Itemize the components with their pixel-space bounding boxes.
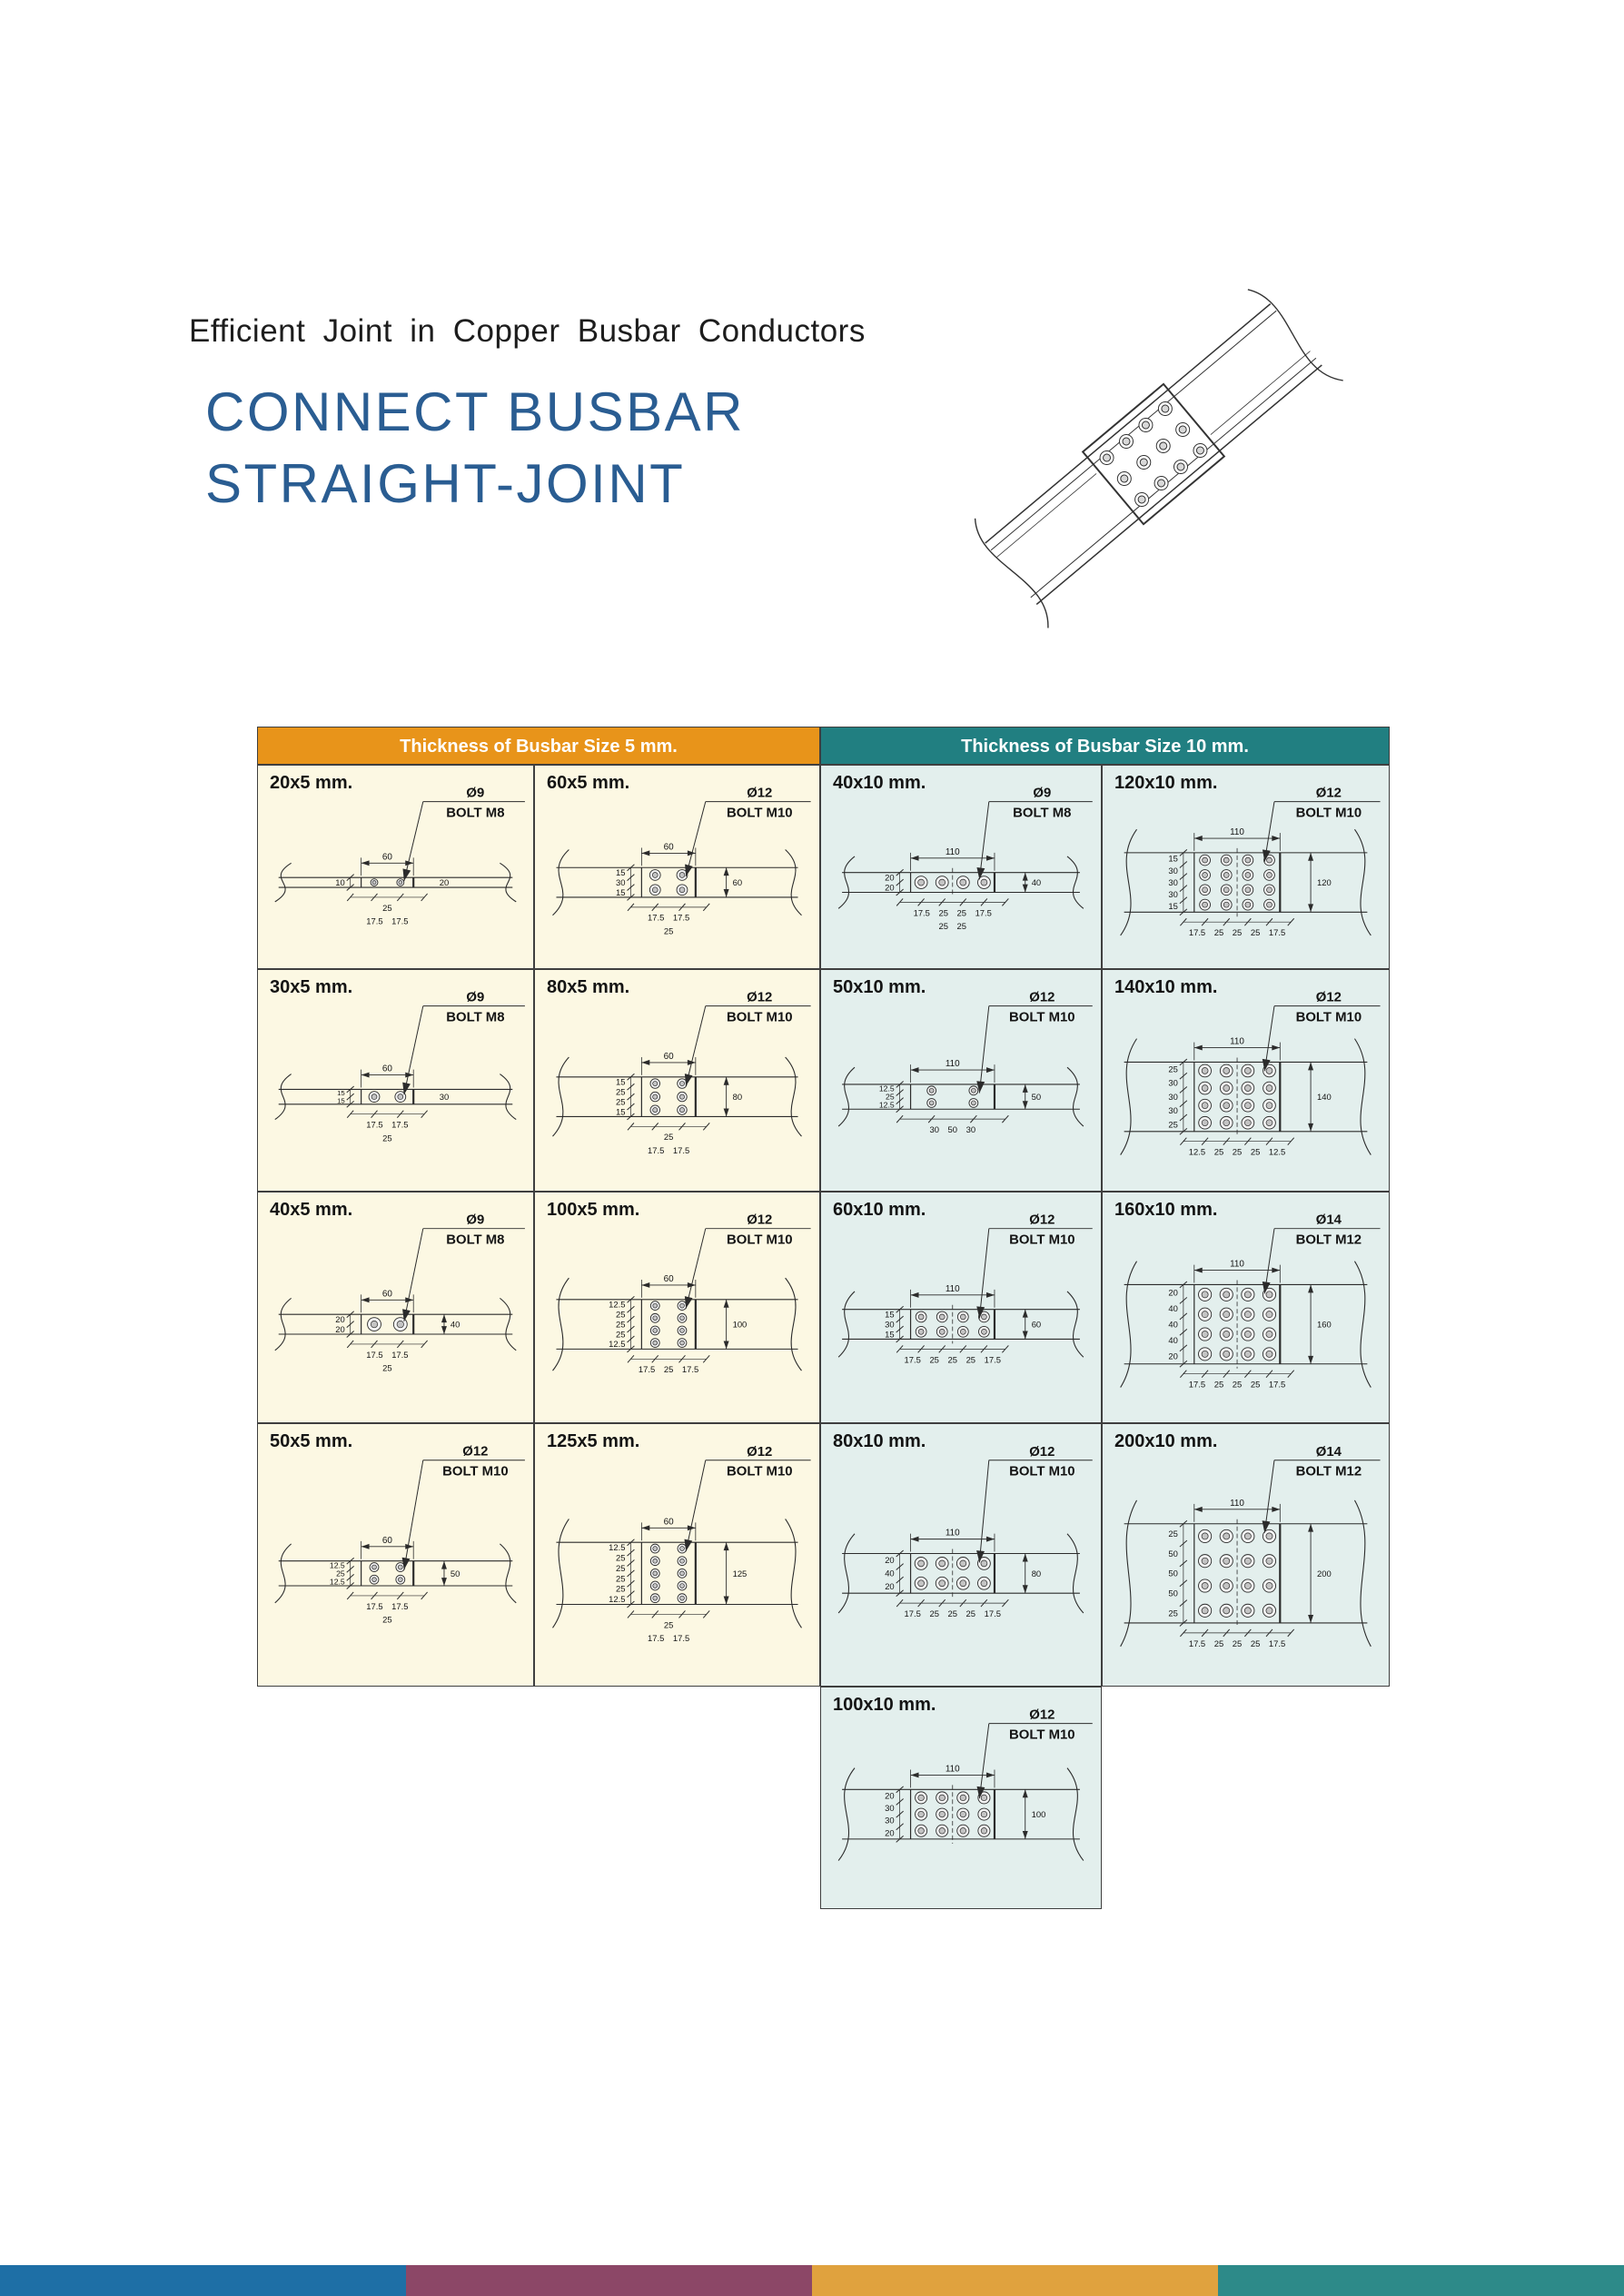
svg-text:15: 15 xyxy=(616,867,626,877)
svg-text:20: 20 xyxy=(885,1581,895,1592)
svg-text:30: 30 xyxy=(1168,865,1178,876)
svg-text:15: 15 xyxy=(337,1089,345,1098)
svg-text:17.5 17.5: 17.5 17.5 xyxy=(366,1349,409,1360)
svg-text:17.5 17.5: 17.5 17.5 xyxy=(647,912,690,923)
svg-text:BOLT M8: BOLT M8 xyxy=(446,806,505,821)
page-title xyxy=(205,376,745,520)
empty-cell xyxy=(534,1687,820,1909)
svg-text:BOLT M10: BOLT M10 xyxy=(726,806,793,821)
svg-text:17.5 17.5: 17.5 17.5 xyxy=(647,1145,690,1156)
svg-text:200: 200 xyxy=(1317,1568,1332,1578)
svg-text:140: 140 xyxy=(1317,1092,1332,1103)
svg-text:20: 20 xyxy=(885,882,895,893)
busbar-cell-50x5 xyxy=(257,1423,534,1687)
svg-text:15: 15 xyxy=(616,886,626,897)
bolt-heads xyxy=(1097,399,1210,509)
svg-text:40: 40 xyxy=(450,1319,460,1330)
svg-text:Ø12: Ø12 xyxy=(462,1444,489,1460)
svg-text:20: 20 xyxy=(885,1790,895,1801)
table-header-row xyxy=(257,727,1390,765)
svg-text:12.5: 12.5 xyxy=(609,1299,626,1310)
svg-text:60: 60 xyxy=(663,1517,674,1528)
svg-text:25: 25 xyxy=(382,1362,392,1373)
svg-text:50: 50 xyxy=(1031,1092,1042,1103)
busbar-joint-illustration xyxy=(936,268,1371,640)
svg-text:25: 25 xyxy=(382,1614,392,1625)
joint-drawing xyxy=(258,1424,533,1686)
svg-text:25: 25 xyxy=(1168,1064,1178,1074)
svg-text:25: 25 xyxy=(663,1132,674,1143)
svg-text:20: 20 xyxy=(439,877,450,888)
svg-text:25: 25 xyxy=(382,902,392,913)
svg-text:20: 20 xyxy=(885,872,895,883)
svg-text:Ø12: Ø12 xyxy=(747,1212,773,1228)
svg-text:Ø9: Ø9 xyxy=(466,786,485,801)
busbar-cell-40x5 xyxy=(257,1192,534,1423)
svg-text:25: 25 xyxy=(616,1552,626,1563)
busbar-cell-200x10 xyxy=(1102,1423,1390,1687)
busbar-cell-120x10 xyxy=(1102,765,1390,969)
svg-text:20: 20 xyxy=(335,1323,345,1334)
joint-drawing xyxy=(1103,1424,1389,1686)
svg-text:Ø9: Ø9 xyxy=(466,1212,485,1228)
svg-text:Ø14: Ø14 xyxy=(1315,1444,1342,1460)
svg-text:110: 110 xyxy=(1230,1498,1244,1509)
svg-text:30: 30 xyxy=(1168,876,1178,887)
svg-text:15: 15 xyxy=(615,1076,626,1087)
svg-text:12.5: 12.5 xyxy=(878,1100,895,1110)
svg-text:60: 60 xyxy=(381,1289,392,1300)
svg-text:110: 110 xyxy=(1230,827,1244,838)
header-10mm: Thickness of Busbar Size 10 mm. xyxy=(820,727,1390,765)
svg-text:BOLT M10: BOLT M10 xyxy=(1009,1464,1075,1480)
svg-text:BOLT M10: BOLT M10 xyxy=(1295,806,1362,821)
busbar-cell-60x5 xyxy=(534,765,820,969)
svg-text:20: 20 xyxy=(885,1827,895,1838)
busbar-cell-40x10 xyxy=(820,765,1102,969)
footer-bar-1 xyxy=(0,2265,406,2296)
svg-text:BOLT M10: BOLT M10 xyxy=(726,1464,793,1480)
svg-text:60: 60 xyxy=(1031,1319,1042,1330)
busbar-size-label: 100x10 mm. xyxy=(833,1695,936,1715)
joint-drawing xyxy=(258,1193,533,1422)
svg-text:25: 25 xyxy=(615,1096,626,1107)
svg-text:25: 25 xyxy=(1168,1528,1178,1539)
svg-text:15: 15 xyxy=(1168,901,1178,912)
svg-text:25: 25 xyxy=(663,925,674,936)
svg-text:50: 50 xyxy=(450,1568,460,1578)
svg-text:25 25: 25 25 xyxy=(938,921,967,932)
busbar-size-label: 160x10 mm. xyxy=(1114,1200,1218,1220)
busbar-cell-30x5 xyxy=(257,969,534,1192)
svg-text:110: 110 xyxy=(945,1283,960,1294)
svg-text:17.5 17.5: 17.5 17.5 xyxy=(366,1119,409,1130)
joint-drawing xyxy=(821,1193,1101,1422)
svg-text:30: 30 xyxy=(885,1803,895,1814)
svg-text:100: 100 xyxy=(732,1319,748,1330)
svg-text:Ø12: Ø12 xyxy=(1315,786,1342,801)
svg-text:25: 25 xyxy=(615,1309,626,1320)
busbar-size-label: 60x5 mm. xyxy=(547,773,630,793)
joint-drawing xyxy=(1103,766,1389,968)
busbar-cell-60x10 xyxy=(820,1192,1102,1423)
busbar-cell-20x5 xyxy=(257,765,534,969)
svg-text:110: 110 xyxy=(1230,1259,1244,1270)
joint-drawing xyxy=(821,766,1101,968)
svg-text:15: 15 xyxy=(885,1309,895,1320)
svg-text:Ø12: Ø12 xyxy=(1315,990,1342,1005)
svg-text:BOLT M10: BOLT M10 xyxy=(1009,1010,1075,1025)
svg-text:30 50 30: 30 50 30 xyxy=(929,1124,976,1135)
busbar-size-label: 100x5 mm. xyxy=(547,1200,640,1220)
svg-text:60: 60 xyxy=(381,1064,392,1074)
svg-text:20: 20 xyxy=(885,1555,895,1566)
joint-drawing xyxy=(1103,1193,1389,1422)
svg-text:80: 80 xyxy=(1031,1568,1042,1578)
busbar-cell-50x10 xyxy=(820,969,1102,1192)
svg-text:BOLT M10: BOLT M10 xyxy=(442,1464,509,1480)
joint-drawing xyxy=(1103,970,1389,1191)
page-title-line2: STRAIGHT-JOINT xyxy=(205,453,686,515)
joint-drawing xyxy=(258,970,533,1191)
svg-text:BOLT M10: BOLT M10 xyxy=(727,1232,793,1248)
joint-drawing xyxy=(535,970,819,1191)
busbar-size-label: 40x5 mm. xyxy=(270,1200,353,1220)
svg-text:30: 30 xyxy=(1168,888,1178,899)
svg-text:12.5: 12.5 xyxy=(329,1577,345,1587)
busbar-size-table xyxy=(257,727,1390,1909)
footer-bar-4 xyxy=(1218,2265,1624,2296)
svg-text:Ø12: Ø12 xyxy=(747,1444,773,1460)
svg-text:15: 15 xyxy=(885,1329,895,1340)
svg-text:30: 30 xyxy=(885,1319,895,1330)
svg-text:12.5: 12.5 xyxy=(329,1560,345,1570)
svg-text:20: 20 xyxy=(1168,1287,1178,1298)
svg-text:15: 15 xyxy=(615,1106,626,1117)
svg-text:17.5 25 25 25 17.5: 17.5 25 25 25 17.5 xyxy=(1188,1638,1286,1648)
svg-text:25: 25 xyxy=(886,1092,895,1102)
svg-text:17.5 25 25 17.5: 17.5 25 25 17.5 xyxy=(913,907,992,918)
svg-text:Ø12: Ø12 xyxy=(1029,1707,1055,1723)
busbar-size-label: 30x5 mm. xyxy=(270,977,353,997)
svg-text:25: 25 xyxy=(1168,1608,1178,1618)
busbar-size-label: 20x5 mm. xyxy=(270,773,353,793)
svg-text:17.5 25 25 25 17.5: 17.5 25 25 25 17.5 xyxy=(1188,1379,1286,1390)
svg-text:BOLT M12: BOLT M12 xyxy=(1295,1464,1362,1480)
svg-text:BOLT M8: BOLT M8 xyxy=(446,1232,505,1248)
svg-text:50: 50 xyxy=(1168,1568,1178,1578)
busbar-cell-100x10 xyxy=(820,1687,1102,1909)
joint-drawing xyxy=(821,1424,1101,1686)
svg-text:12.5: 12.5 xyxy=(609,1542,626,1553)
svg-text:Ø12: Ø12 xyxy=(747,990,773,1005)
busbar-size-label: 50x10 mm. xyxy=(833,977,926,997)
svg-text:17.5 17.5: 17.5 17.5 xyxy=(366,915,409,926)
busbar-cell-140x10 xyxy=(1102,969,1390,1192)
svg-text:Ø12: Ø12 xyxy=(1029,990,1055,1005)
svg-text:60: 60 xyxy=(663,1051,674,1062)
svg-text:125: 125 xyxy=(732,1568,748,1578)
joint-drawing xyxy=(535,1424,819,1686)
svg-text:40: 40 xyxy=(885,1568,895,1578)
busbar-cell-100x5 xyxy=(534,1192,820,1423)
svg-text:25: 25 xyxy=(616,1583,626,1594)
svg-text:BOLT M10: BOLT M10 xyxy=(1009,1727,1075,1743)
joint-drawing xyxy=(258,766,533,968)
footer-color-bars xyxy=(0,2265,1624,2296)
busbar-size-label: 40x10 mm. xyxy=(833,773,926,793)
svg-text:160: 160 xyxy=(1317,1319,1332,1330)
svg-text:BOLT M10: BOLT M10 xyxy=(1295,1010,1362,1025)
svg-text:40: 40 xyxy=(1168,1334,1178,1345)
busbar-cell-80x5 xyxy=(534,969,820,1192)
svg-text:25: 25 xyxy=(663,1619,674,1630)
empty-cell xyxy=(1102,1687,1390,1909)
svg-text:BOLT M10: BOLT M10 xyxy=(1009,1232,1075,1248)
svg-text:110: 110 xyxy=(1230,1036,1244,1047)
busbar-size-label: 200x10 mm. xyxy=(1114,1431,1218,1451)
svg-text:60: 60 xyxy=(381,1535,392,1546)
svg-text:100: 100 xyxy=(1031,1809,1046,1820)
svg-text:20: 20 xyxy=(1168,1351,1178,1361)
busbar-size-label: 120x10 mm. xyxy=(1114,773,1218,793)
svg-text:15: 15 xyxy=(1168,853,1178,864)
svg-text:Ø12: Ø12 xyxy=(1029,1444,1055,1460)
svg-text:BOLT M8: BOLT M8 xyxy=(446,1010,505,1025)
svg-text:17.5 17.5: 17.5 17.5 xyxy=(366,1600,409,1611)
svg-text:Ø9: Ø9 xyxy=(466,990,485,1005)
svg-text:50: 50 xyxy=(1168,1588,1178,1598)
svg-text:60: 60 xyxy=(663,842,674,853)
table-body xyxy=(257,765,1390,1909)
svg-text:BOLT M8: BOLT M8 xyxy=(1013,806,1072,821)
joint-drawing xyxy=(821,1687,1101,1908)
svg-text:40: 40 xyxy=(1031,877,1042,888)
svg-text:25: 25 xyxy=(616,1562,626,1573)
svg-text:17.5 25 25 25 17.5: 17.5 25 25 25 17.5 xyxy=(904,1354,1001,1365)
page-title-line1: CONNECT BUSBAR xyxy=(205,381,745,442)
empty-cell xyxy=(257,1687,534,1909)
svg-text:40: 40 xyxy=(1168,1319,1178,1330)
busbar-size-label: 140x10 mm. xyxy=(1114,977,1218,997)
joint-drawing xyxy=(821,970,1101,1191)
svg-text:25: 25 xyxy=(615,1319,626,1330)
busbar-size-label: 80x10 mm. xyxy=(833,1431,926,1451)
svg-text:Ø12: Ø12 xyxy=(747,786,773,801)
busbar-size-label: 80x5 mm. xyxy=(547,977,630,997)
svg-text:40: 40 xyxy=(1168,1302,1178,1313)
svg-text:12.5: 12.5 xyxy=(609,1594,626,1605)
header-5mm: Thickness of Busbar Size 5 mm. xyxy=(257,727,820,765)
svg-text:Ø12: Ø12 xyxy=(1029,1212,1055,1228)
svg-text:60: 60 xyxy=(381,852,392,863)
svg-text:30: 30 xyxy=(885,1815,895,1826)
footer-bar-2 xyxy=(406,2265,812,2296)
svg-text:12.5: 12.5 xyxy=(609,1339,626,1350)
svg-text:25: 25 xyxy=(615,1329,626,1340)
busbar-cell-125x5 xyxy=(534,1423,820,1687)
svg-text:Ø9: Ø9 xyxy=(1033,786,1052,801)
svg-text:15: 15 xyxy=(337,1096,345,1105)
svg-text:BOLT M10: BOLT M10 xyxy=(727,1010,793,1025)
svg-text:BOLT M12: BOLT M12 xyxy=(1295,1232,1362,1248)
svg-text:25: 25 xyxy=(1168,1119,1178,1130)
svg-text:20: 20 xyxy=(335,1313,345,1324)
busbar-size-label: 50x5 mm. xyxy=(270,1431,353,1451)
svg-text:25: 25 xyxy=(336,1569,345,1578)
svg-text:60: 60 xyxy=(663,1273,674,1284)
busbar-size-label: 60x10 mm. xyxy=(833,1200,926,1220)
svg-text:10: 10 xyxy=(335,876,345,887)
svg-text:120: 120 xyxy=(1317,877,1332,888)
svg-text:17.5 17.5: 17.5 17.5 xyxy=(647,1633,690,1644)
svg-text:110: 110 xyxy=(945,1764,960,1775)
page-subtitle: Efficient Joint in Copper Busbar Conductors xyxy=(189,313,866,349)
svg-text:17.5 25 17.5: 17.5 25 17.5 xyxy=(638,1364,699,1375)
svg-text:60: 60 xyxy=(732,877,743,888)
svg-text:30: 30 xyxy=(616,876,626,887)
svg-text:12.5 25 25 25 12.5: 12.5 25 25 25 12.5 xyxy=(1188,1146,1286,1157)
svg-text:30: 30 xyxy=(439,1092,450,1103)
footer-bar-3 xyxy=(812,2265,1218,2296)
busbar-cell-80x10 xyxy=(820,1423,1102,1687)
svg-text:30: 30 xyxy=(1168,1105,1178,1116)
svg-text:25: 25 xyxy=(382,1133,392,1143)
svg-text:25: 25 xyxy=(616,1573,626,1584)
busbar-cell-160x10 xyxy=(1102,1192,1390,1423)
svg-text:Ø14: Ø14 xyxy=(1315,1212,1342,1228)
svg-text:110: 110 xyxy=(945,1059,960,1070)
svg-text:25: 25 xyxy=(615,1086,626,1097)
joint-drawing xyxy=(535,1193,819,1422)
svg-text:50: 50 xyxy=(1168,1548,1178,1559)
busbar-size-label: 125x5 mm. xyxy=(547,1431,640,1451)
svg-text:30: 30 xyxy=(1168,1091,1178,1102)
svg-text:110: 110 xyxy=(945,846,960,857)
svg-text:17.5 25 25 25 17.5: 17.5 25 25 25 17.5 xyxy=(1188,927,1286,938)
svg-text:30: 30 xyxy=(1168,1077,1178,1088)
joint-drawing xyxy=(535,766,819,968)
svg-text:12.5: 12.5 xyxy=(878,1084,895,1094)
svg-text:110: 110 xyxy=(945,1528,960,1539)
svg-text:80: 80 xyxy=(732,1092,743,1103)
svg-text:17.5 25 25 25 17.5: 17.5 25 25 25 17.5 xyxy=(904,1608,1001,1619)
